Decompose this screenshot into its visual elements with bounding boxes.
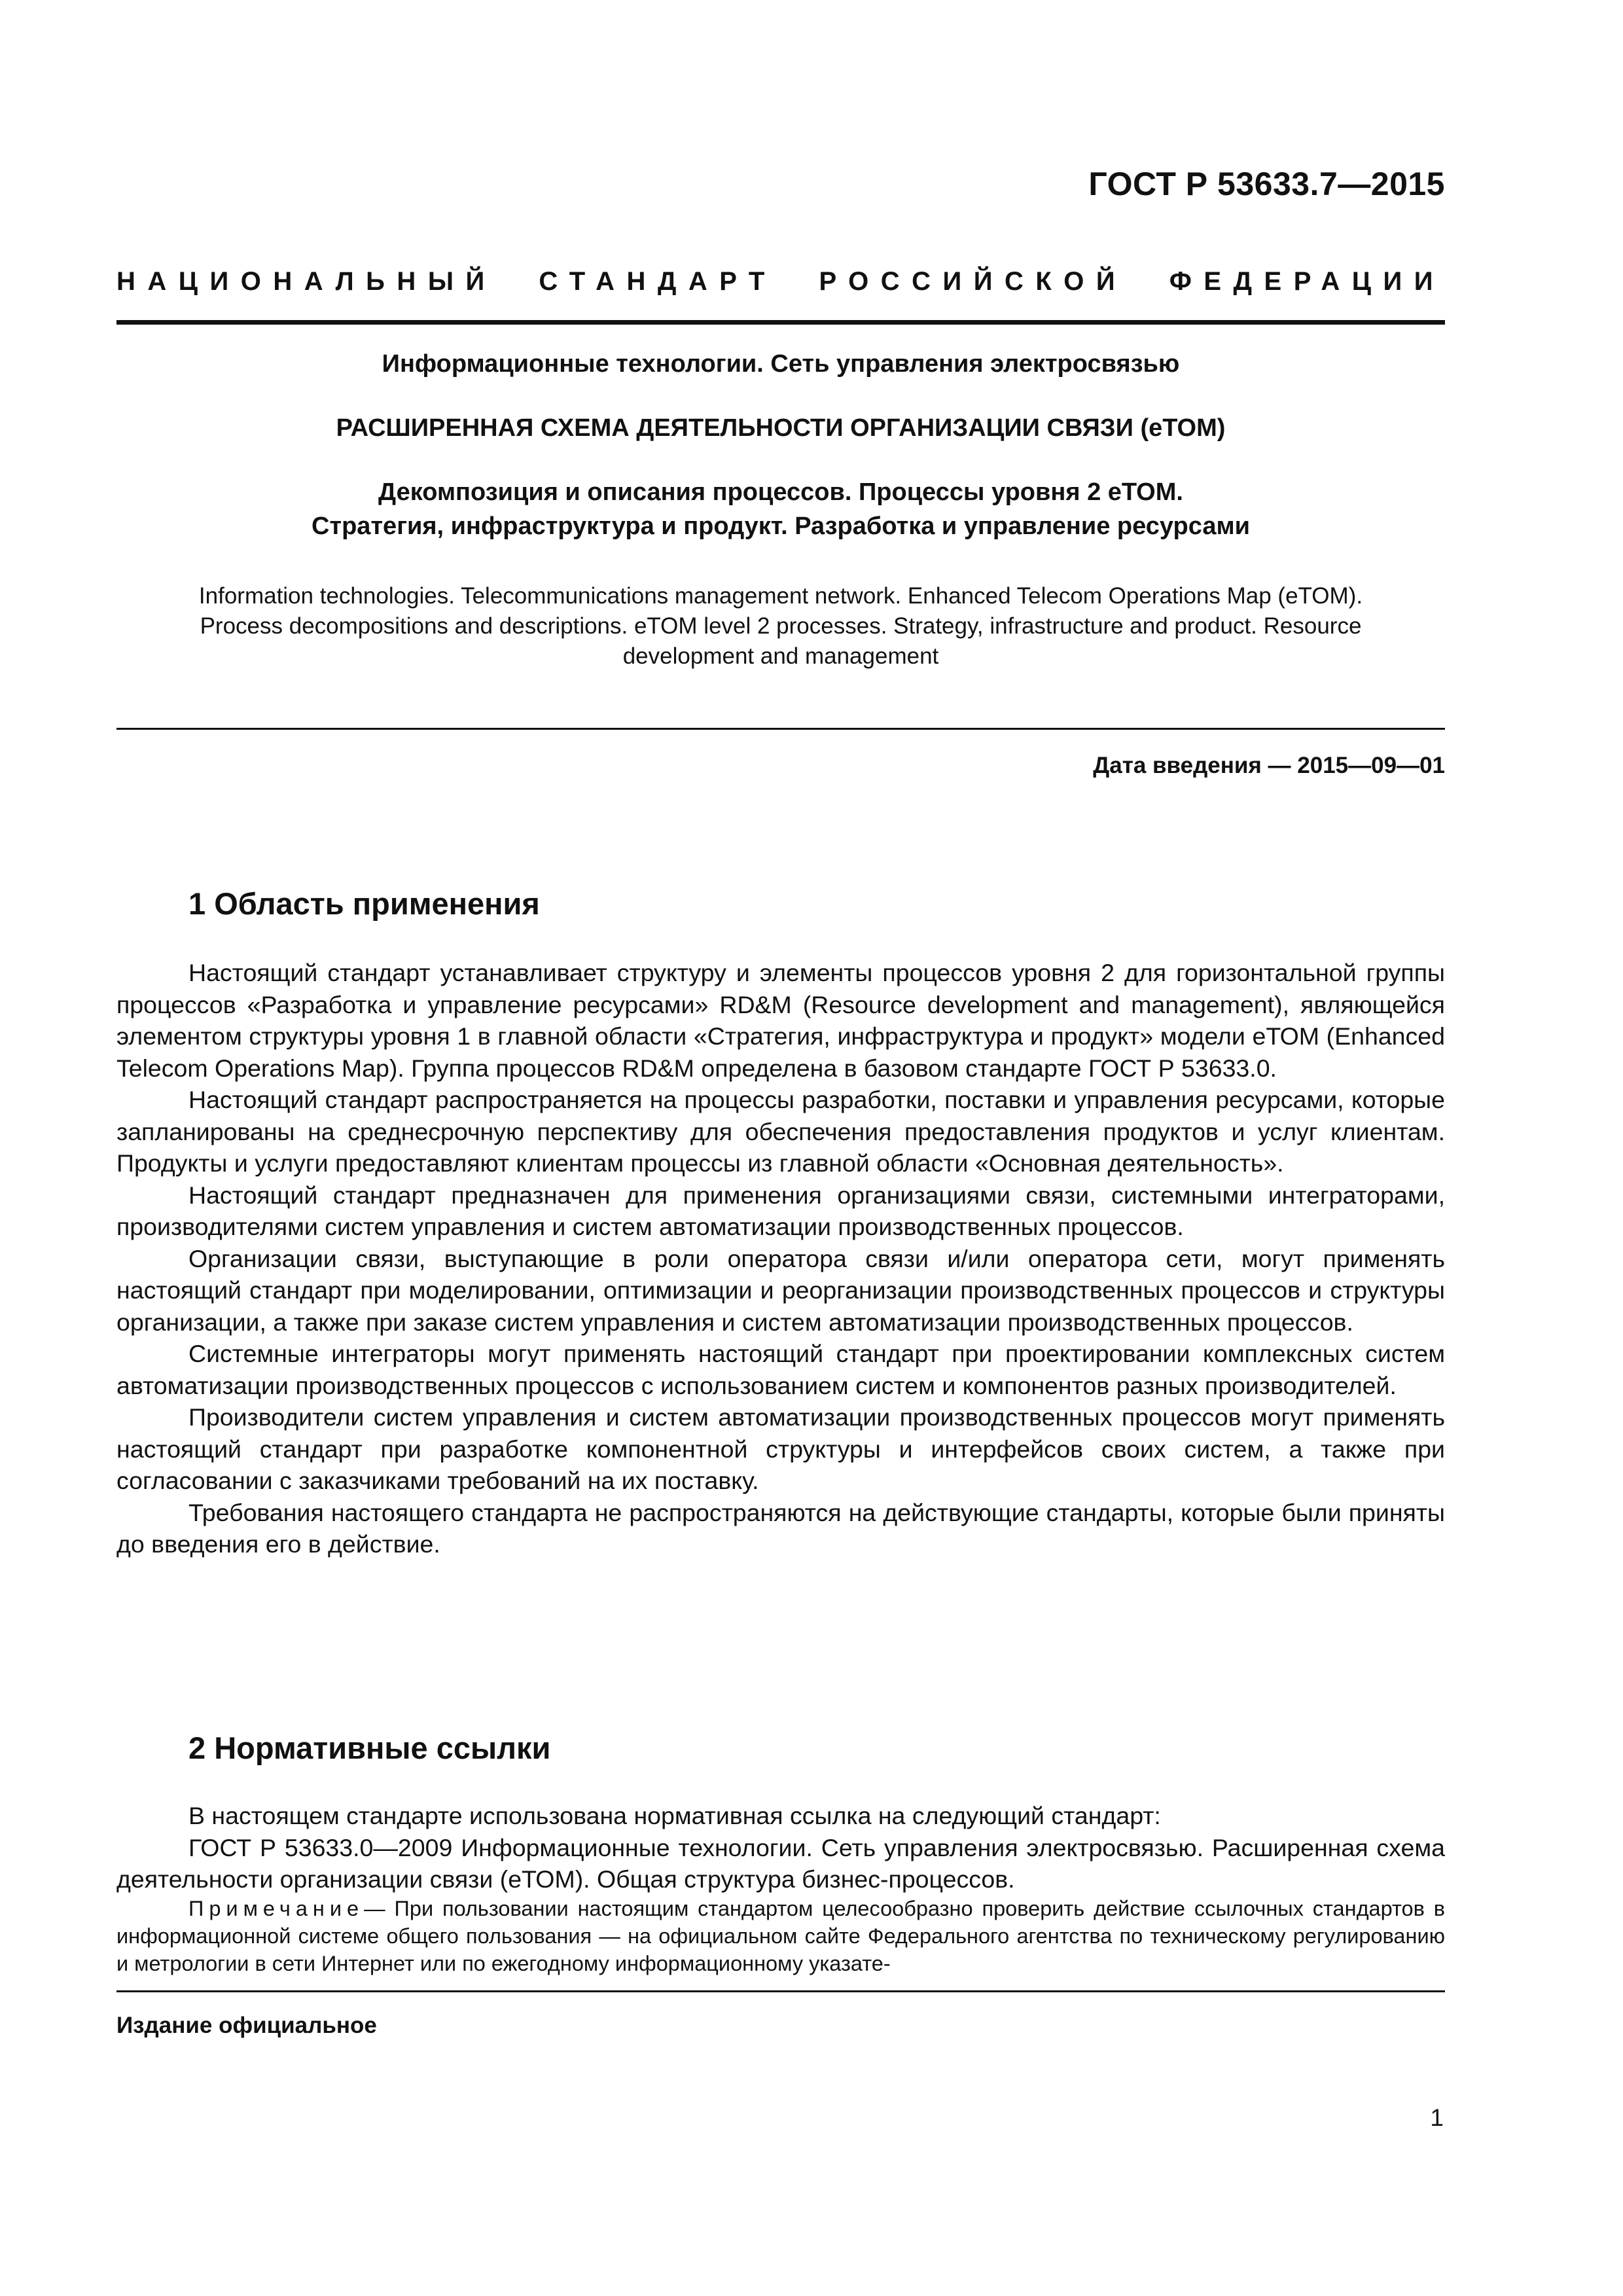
title-subtitle-line-2: Стратегия, инфраструктура и продукт. Разработка и управление ресурсами	[312, 512, 1250, 540]
title-main: РАСШИРЕННАЯ СХЕМА ДЕЯТЕЛЬНОСТИ ОРГАНИЗАЦИИ СВЯЗИ (еТОМ)	[336, 414, 1226, 442]
english-title-line-2: Process decompositions and descriptions. eTOM level 2 processes. Strategy, infrastructure and product. Resource	[200, 613, 1362, 639]
title-block	[116, 347, 1445, 672]
english-title-line-1: Information technologies. Telecommunications management network. Enhanced Telecom Operations Map (eTOM).	[198, 583, 1363, 609]
section-2-heading: 2 Нормативные ссылки	[188, 1731, 551, 1765]
title-divider	[116, 728, 1445, 730]
title-topic: Информационные технологии. Сеть управления электросвязью	[382, 350, 1180, 378]
english-title	[116, 581, 1445, 672]
national-standard-banner: НАЦИОНАЛЬНЫЙ СТАНДАРТ РОССИЙСКОЙ ФЕДЕРАЦИИ	[116, 267, 1445, 296]
section-1-paragraph: Организации связи, выступающие в роли оператора связи и/или оператора сети, могут применять настоящий стандарт при моделировании, оптимизации и реорганизации производственных процессов и структуры организации, а также при заказе систем управления и систем автоматизации производственных процессов.	[116, 1244, 1445, 1336]
note	[116, 1895, 1445, 1977]
edition-label: Издание официальное	[116, 2013, 377, 2038]
section-2-body	[116, 1800, 1445, 1895]
section-1-paragraph: Производители систем управления и систем автоматизации производственных процессов могут применять настоящий стандарт при разработке компонентной структуры и интерфейсов своих систем, а также при согласовании с заказчиками требований на их поставку.	[116, 1403, 1445, 1494]
title-subtitle	[116, 475, 1445, 543]
document-page	[116, 0, 1445, 2296]
note-text: — При пользовании настоящим стандартом целесообразно проверить действие ссылочных стандартов в информационной системе общего пользования — на официальном сайте Федерального агентства по техническому регулированию и метрологии в сети Интернет или по ежегодному информационному указате-	[116, 1897, 1445, 1975]
document-number: ГОСТ Р 53633.7—2015	[1088, 166, 1445, 202]
note-label: Примечание	[188, 1897, 365, 1920]
section-1-paragraph: Системные интеграторы могут применять настоящий стандарт при проектировании комплексных систем автоматизации производственных процессов с использованием систем и компонентов разных производителей.	[116, 1340, 1445, 1399]
section-1-body	[116, 957, 1445, 1560]
page-number: 1	[1430, 2104, 1444, 2131]
section-1-paragraph: Настоящий стандарт устанавливает структуру и элементы процессов уровня 2 для горизонтальной группы процессов «Разработка и управление ресурсами» RD&M (Resource development and management), являющейся элементом структуры уровня 1 в главной области «Стратегия, инфраструктура и продукт» модели еТОМ (Enhanced Telecom Operations Map). Группа процессов RD&M определена в базовом стандарте ГОСТ Р 53633.0.	[116, 959, 1445, 1082]
normative-reference: ГОСТ Р 53633.0—2009 Информационные технологии. Сеть управления электросвязью. Расширенная схема деятельности организации связи (еТОМ). Общая структура бизнес-процессов.	[116, 1833, 1445, 1893]
footer-divider	[116, 1990, 1445, 1992]
section-1-paragraph: Требования настоящего стандарта не распространяются на действующие стандарты, которые были приняты до введения его в действие.	[116, 1498, 1445, 1558]
section-1-heading: 1 Область применения	[188, 886, 540, 921]
introduction-date: Дата введения — 2015—09—01	[1093, 753, 1445, 778]
section-2-lead: В настоящем стандарте использована нормативная ссылка на следующий стандарт:	[188, 1802, 1161, 1829]
title-subtitle-line-1: Декомпозиция и описания процессов. Процессы уровня 2 еТОМ.	[378, 478, 1183, 506]
header-divider	[116, 320, 1445, 325]
section-1-paragraph: Настоящий стандарт распространяется на процессы разработки, поставки и управления ресурсами, которые запланированы на среднесрочную перспективу для обеспечения предоставления продуктов и услуг клиентам. Продукты и услуги предоставляют клиентам процессы из главной области «Основная деятельность».	[116, 1086, 1445, 1177]
english-title-line-3: development and management	[622, 643, 939, 669]
section-1-paragraph: Настоящий стандарт предназначен для применения организациями связи, системными интеграторами, производителями систем управления и систем автоматизации производственных процессов.	[116, 1181, 1445, 1240]
